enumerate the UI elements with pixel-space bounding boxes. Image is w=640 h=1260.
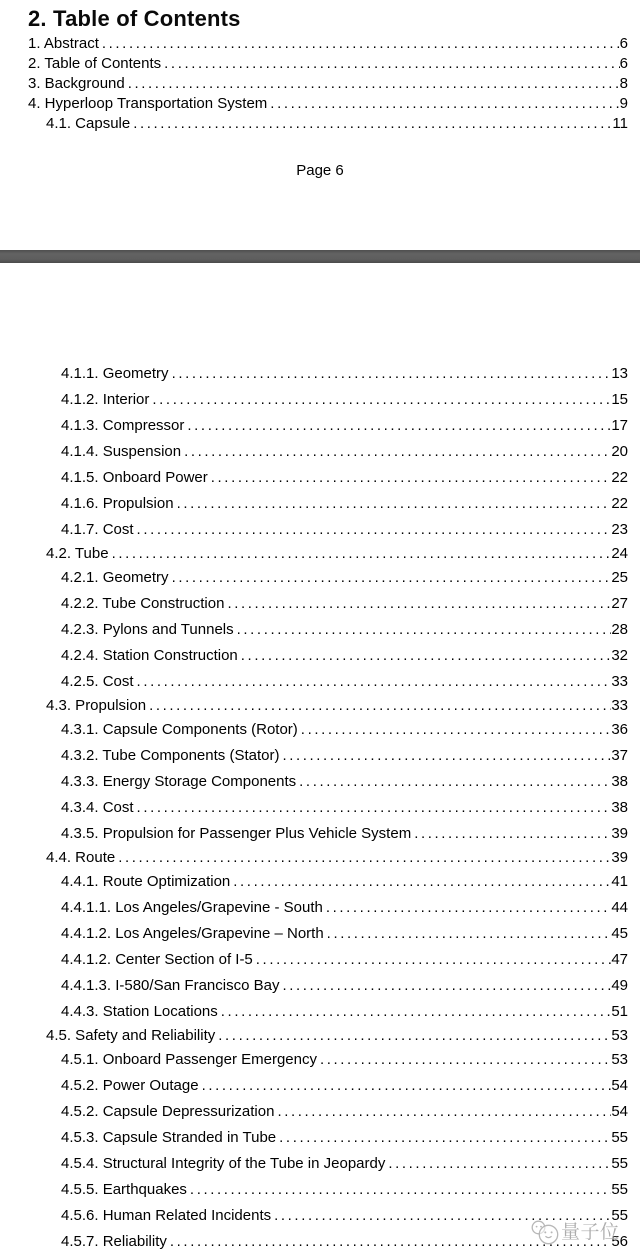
- toc-entry-label: 4.2.4. Station Construction: [61, 647, 238, 664]
- toc-entry-label: 4.1.6. Propulsion: [61, 495, 174, 512]
- toc-entry-page: 55: [611, 1129, 628, 1146]
- toc-entry[interactable]: [0, 361, 640, 387]
- toc-entry-page: 36: [611, 721, 628, 738]
- toc-entry-label: 4.3.2. Tube Components (Stator): [61, 747, 280, 764]
- toc-entry[interactable]: [0, 1177, 640, 1203]
- toc-entry-page: 37: [611, 747, 628, 764]
- toc-entry[interactable]: [0, 543, 640, 565]
- toc-entry-label: 4.2.1. Geometry: [61, 569, 169, 586]
- toc-entry-page: 33: [611, 673, 628, 690]
- toc-entry[interactable]: [0, 973, 640, 999]
- toc-entry-label: 4.5.1. Onboard Passenger Emergency: [61, 1051, 317, 1068]
- dot-leader: [274, 1099, 611, 1125]
- toc-entry-page: 44: [611, 899, 628, 916]
- toc-entry-page: 27: [611, 595, 628, 612]
- dot-leader: [215, 1025, 611, 1047]
- toc-entry-page: 38: [611, 799, 628, 816]
- toc-entry[interactable]: [0, 795, 640, 821]
- toc-entry-page: 55: [611, 1155, 628, 1172]
- dot-leader: [169, 361, 612, 387]
- dot-leader: [279, 973, 611, 999]
- toc-entry-page: 25: [611, 569, 628, 586]
- toc-entry-page: 28: [611, 621, 628, 638]
- toc-entry-page: 54: [611, 1077, 628, 1094]
- toc-entry[interactable]: [0, 591, 640, 617]
- toc-entry-page: 55: [611, 1181, 628, 1198]
- toc-entry[interactable]: [0, 643, 640, 669]
- dot-leader: [149, 387, 611, 413]
- page-number-footer: Page 6: [296, 162, 344, 179]
- dot-leader: [230, 869, 611, 895]
- toc-entry-label: 4.5.6. Human Related Incidents: [61, 1207, 272, 1224]
- dot-leader: [411, 821, 611, 847]
- toc-entry-page: 53: [611, 1027, 628, 1044]
- toc-entry-page: 22: [611, 495, 628, 512]
- toc-entry-page: 49: [611, 977, 628, 994]
- toc-entry-page: 55: [611, 1207, 628, 1224]
- watermark-label: 量子位: [561, 1221, 620, 1243]
- toc-entry-label: 4. Hyperloop Transportation System: [28, 95, 268, 112]
- toc-entry[interactable]: [0, 847, 640, 869]
- toc-entry-label: 4.1.1. Geometry: [61, 365, 169, 382]
- toc-entry-page: 45: [611, 925, 628, 942]
- toc-entry-label: 4.1.4. Suspension: [61, 443, 182, 460]
- toc-entry-page: 53: [611, 1051, 628, 1068]
- dot-leader: [130, 114, 612, 134]
- toc-list-page7: [0, 361, 640, 1255]
- toc-entry[interactable]: [0, 465, 640, 491]
- toc-entry-label: 4.3.5. Propulsion for Passenger Plus Vehicle System: [61, 825, 412, 842]
- dot-leader: [125, 74, 620, 94]
- toc-entry-page: 11: [612, 115, 628, 132]
- dot-leader: [267, 94, 619, 114]
- dot-leader: [279, 743, 611, 769]
- toc-entry[interactable]: [0, 999, 640, 1025]
- dot-leader: [187, 1177, 611, 1203]
- dot-leader: [199, 1073, 612, 1099]
- dot-leader: [218, 999, 612, 1025]
- toc-entry-label: 4.1.7. Cost: [61, 521, 134, 538]
- dot-leader: [134, 669, 612, 695]
- toc-entry-label: 3. Background: [28, 75, 125, 92]
- toc-entry-page: 32: [611, 647, 628, 664]
- toc-entry-page: 6: [619, 35, 628, 52]
- dot-leader: [134, 795, 612, 821]
- toc-entry-label: 4.3. Propulsion: [46, 697, 147, 714]
- toc-entry[interactable]: [0, 947, 640, 973]
- toc-entry[interactable]: [0, 743, 640, 769]
- toc-page-6: [0, 6, 640, 181]
- toc-entry[interactable]: [0, 769, 640, 795]
- toc-entry[interactable]: [0, 74, 640, 94]
- toc-heading: 2. Table of Contents: [28, 6, 241, 31]
- toc-entry-label: 4.4.1.3. I-580/San Francisco Bay: [61, 977, 280, 994]
- dot-leader: [134, 517, 612, 543]
- toc-entry-label: 4.4. Route: [46, 849, 116, 866]
- dot-leader: [169, 565, 612, 591]
- toc-entry-label: 4.5.2. Power Outage: [61, 1077, 199, 1094]
- toc-entry-label: 4.5.5. Earthquakes: [61, 1181, 187, 1198]
- toc-entry-label: 4.3.3. Energy Storage Components: [61, 773, 297, 790]
- toc-entry[interactable]: [0, 517, 640, 543]
- toc-entry[interactable]: [0, 617, 640, 643]
- toc-entry-label: 4.1.2. Interior: [61, 391, 150, 408]
- toc-entry-label: 4.2. Tube: [46, 545, 109, 562]
- dot-leader: [99, 34, 620, 54]
- toc-entry-label: 4.5.7. Reliability: [61, 1233, 167, 1250]
- toc-entry[interactable]: [0, 1229, 640, 1255]
- page-break-bar: [0, 250, 640, 263]
- toc-entry[interactable]: [0, 1151, 640, 1177]
- dot-leader: [167, 1229, 611, 1255]
- toc-entry-page: 9: [619, 95, 628, 112]
- toc-entry[interactable]: [0, 114, 640, 134]
- dot-leader: [115, 847, 611, 869]
- toc-entry-label: 4.2.2. Tube Construction: [61, 595, 225, 612]
- toc-entry-page: 20: [611, 443, 628, 460]
- toc-entry[interactable]: [0, 821, 640, 847]
- dot-leader: [208, 465, 612, 491]
- toc-entry[interactable]: [0, 491, 640, 517]
- toc-entry-page: 54: [611, 1103, 628, 1120]
- toc-entry[interactable]: [0, 1073, 640, 1099]
- dot-leader: [271, 1203, 611, 1229]
- dot-leader: [146, 695, 611, 717]
- toc-entry-page: 39: [611, 825, 628, 842]
- toc-entry-page: 13: [611, 365, 628, 382]
- toc-entry-page: 24: [611, 545, 628, 562]
- toc-entry-page: 56: [611, 1233, 628, 1250]
- toc-entry[interactable]: [0, 565, 640, 591]
- toc-entry[interactable]: [0, 1025, 640, 1047]
- dot-leader: [224, 591, 611, 617]
- toc-entry-label: 4.1.3. Compressor: [61, 417, 185, 434]
- dot-leader: [298, 717, 612, 743]
- toc-entry-label: 4.4.1.2. Center Section of I-5: [61, 951, 253, 968]
- dot-leader: [385, 1151, 611, 1177]
- toc-entry-label: 4.3.4. Cost: [61, 799, 134, 816]
- toc-entry-label: 1. Abstract: [28, 35, 99, 52]
- toc-list-page6: [0, 34, 640, 134]
- toc-entry[interactable]: [0, 695, 640, 717]
- toc-entry-page: 22: [611, 469, 628, 486]
- toc-entry[interactable]: [0, 717, 640, 743]
- toc-entry-label: 4.2.5. Cost: [61, 673, 134, 690]
- toc-entry-page: 8: [619, 75, 628, 92]
- toc-entry[interactable]: [0, 869, 640, 895]
- toc-entry-label: 4.4.1.2. Los Angeles/Grapevine – North: [61, 925, 324, 942]
- toc-entry-label: 4.2.3. Pylons and Tunnels: [61, 621, 234, 638]
- dot-leader: [234, 617, 612, 643]
- toc-entry[interactable]: [0, 439, 640, 465]
- dot-leader: [253, 947, 612, 973]
- dot-leader: [238, 643, 612, 669]
- toc-entry-page: 15: [611, 391, 628, 408]
- toc-entry[interactable]: [0, 921, 640, 947]
- toc-entry-label: 4.1. Capsule: [46, 115, 131, 132]
- toc-entry[interactable]: [0, 1047, 640, 1073]
- toc-entry[interactable]: [0, 387, 640, 413]
- toc-entry-label: 4.4.3. Station Locations: [61, 1003, 218, 1020]
- dot-leader: [161, 54, 620, 74]
- toc-entry-page: 38: [611, 773, 628, 790]
- toc-entry[interactable]: [0, 1203, 640, 1229]
- toc-entry[interactable]: [0, 413, 640, 439]
- toc-entry-label: 4.5.3. Capsule Stranded in Tube: [61, 1129, 277, 1146]
- toc-entry-label: 4.4.1. Route Optimization: [61, 873, 231, 890]
- dot-leader: [174, 491, 612, 517]
- toc-entry[interactable]: [0, 54, 640, 74]
- dot-leader: [181, 439, 611, 465]
- toc-entry-page: 23: [611, 521, 628, 538]
- toc-entry-label: 4.5. Safety and Reliability: [46, 1027, 216, 1044]
- toc-entry-page: 51: [611, 1003, 628, 1020]
- toc-entry-page: 6: [619, 55, 628, 72]
- toc-entry-page: 41: [611, 873, 628, 890]
- toc-entry-page: 33: [611, 697, 628, 714]
- toc-entry-label: 4.3.1. Capsule Components (Rotor): [61, 721, 298, 738]
- toc-entry-label: 4.5.4. Structural Integrity of the Tube in Jeopardy: [61, 1155, 386, 1172]
- toc-entry[interactable]: [0, 94, 640, 114]
- toc-entry-label: 2. Table of Contents: [28, 55, 162, 72]
- dot-leader: [109, 543, 612, 565]
- dot-leader: [296, 769, 611, 795]
- dot-leader: [324, 921, 612, 947]
- toc-entry-page: 17: [611, 417, 628, 434]
- toc-entry[interactable]: [0, 669, 640, 695]
- toc-entry-page: 39: [611, 849, 628, 866]
- toc-entry[interactable]: [0, 34, 640, 54]
- toc-entry[interactable]: [0, 895, 640, 921]
- toc-entry-label: 4.4.1.1. Los Angeles/Grapevine - South: [61, 899, 323, 916]
- dot-leader: [184, 413, 611, 439]
- toc-page-7: [0, 361, 640, 1255]
- dot-leader: [276, 1125, 611, 1151]
- dot-leader: [317, 1047, 611, 1073]
- toc-entry-label: 4.1.5. Onboard Power: [61, 469, 208, 486]
- toc-entry-label: 4.5.2. Capsule Depressurization: [61, 1103, 275, 1120]
- dot-leader: [323, 895, 611, 921]
- toc-entry-page: 47: [611, 951, 628, 968]
- toc-entry[interactable]: [0, 1099, 640, 1125]
- toc-entry[interactable]: [0, 1125, 640, 1151]
